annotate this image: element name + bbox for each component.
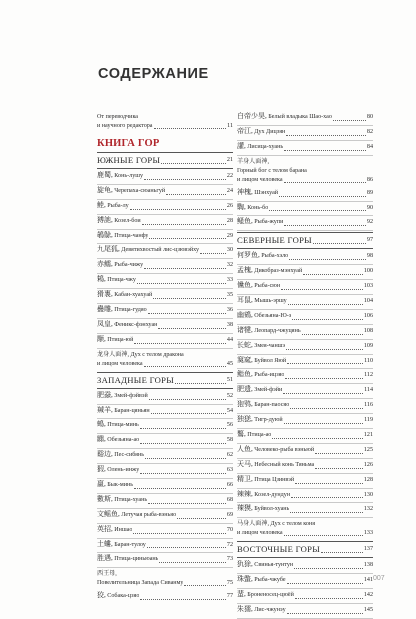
entry-page: 106 bbox=[363, 312, 373, 319]
entry-hanzi: 旋龟, bbox=[97, 185, 113, 194]
entry-page: 54 bbox=[226, 407, 233, 414]
entry-text: Шэнхуай bbox=[254, 189, 279, 196]
entry-text: 马身人面神, Дух с телом коня bbox=[237, 521, 315, 528]
entry-page: 119 bbox=[364, 417, 373, 424]
entry-hanzi: 耳鼠, bbox=[237, 296, 253, 304]
entry-page: 56 bbox=[226, 422, 233, 429]
toc-entry[interactable] bbox=[97, 494, 233, 509]
toc-entry[interactable] bbox=[97, 304, 233, 319]
entry-text: Белый владыка Шао-хао bbox=[268, 113, 332, 120]
entry-hanzi: 胜遇, bbox=[97, 554, 113, 563]
toc-entry-intro[interactable] bbox=[97, 111, 233, 133]
entry-page: 116 bbox=[364, 402, 373, 409]
entry-page: 28 bbox=[226, 217, 233, 224]
entry-hanzi: 神槐, bbox=[237, 187, 253, 196]
entry-text: Собака-цзяо bbox=[107, 593, 140, 600]
section-south[interactable] bbox=[97, 152, 233, 169]
entry-text: Козел-бои bbox=[114, 217, 141, 224]
entry-page: 52 bbox=[226, 392, 233, 399]
entry-hanzi: 土螻, bbox=[97, 539, 113, 548]
entry-page: 125 bbox=[363, 446, 373, 453]
entry-page: 26 bbox=[226, 202, 233, 209]
entry-hanzi: 何罗鱼, bbox=[237, 251, 260, 260]
entry-page: 66 bbox=[226, 482, 233, 489]
section-title: СЕВЕРНЫЕ ГОРЫ bbox=[237, 235, 312, 246]
entry-hanzi: 嬴, bbox=[97, 480, 106, 489]
entry-hanzi: 猼訑, bbox=[97, 215, 113, 224]
toc-entry[interactable] bbox=[237, 429, 373, 444]
entry-text: Дикобраз-мэнхуай bbox=[254, 268, 303, 275]
toc-entry[interactable] bbox=[97, 170, 233, 185]
entry-hanzi: 讙, bbox=[237, 141, 246, 150]
entry-text: 龙身人面神, Дух с телом дракона bbox=[97, 351, 184, 358]
entry-text: Рыба-сюн bbox=[254, 283, 281, 290]
entry-hanzi: 鸄, bbox=[237, 430, 246, 439]
entry-page: 103 bbox=[363, 283, 373, 290]
toc-entry-multi[interactable] bbox=[237, 518, 373, 540]
entry-hanzi: 鯥, bbox=[97, 200, 106, 209]
toc-entry[interactable] bbox=[97, 524, 233, 539]
entry-text: Змей-фэйи bbox=[254, 387, 283, 394]
entry-page: 29 bbox=[226, 232, 233, 239]
entry-page: 30 bbox=[226, 247, 233, 254]
entry-page: 100 bbox=[363, 268, 373, 275]
entry-hanzi: 鵸鵌, bbox=[97, 230, 113, 239]
entry-text: Рыба-чжубе bbox=[254, 577, 286, 584]
entry-page: 92 bbox=[366, 219, 373, 226]
entry-text: Конь-лушу bbox=[114, 172, 143, 179]
entry-hanzi: 长蛇, bbox=[237, 340, 253, 349]
section-page: 51 bbox=[226, 376, 233, 383]
entry-hanzi: 窫窳, bbox=[237, 355, 253, 364]
entry-text: и лицом человека bbox=[237, 530, 283, 537]
toc-entry[interactable] bbox=[237, 265, 373, 280]
entry-page: 24 bbox=[226, 187, 233, 194]
toc-entry[interactable] bbox=[237, 604, 373, 619]
toc-entry[interactable] bbox=[97, 200, 233, 215]
entry-hanzi: 谿边, bbox=[97, 450, 113, 459]
entry-hanzi: 鳋鱼, bbox=[237, 217, 253, 226]
entry-hanzi: 䍶獏, bbox=[237, 504, 253, 513]
section-east[interactable] bbox=[237, 541, 373, 558]
entry-page: 75 bbox=[226, 580, 233, 587]
entry-text: От переводчика bbox=[97, 114, 139, 120]
toc-entry[interactable] bbox=[237, 111, 373, 126]
entry-text: Козел-дундун bbox=[254, 491, 291, 498]
entry-hanzi: 颙, bbox=[97, 334, 106, 343]
entry-text: Небесный конь Тяньма bbox=[254, 461, 315, 468]
toc-entry[interactable] bbox=[237, 280, 373, 295]
toc-entry[interactable] bbox=[97, 590, 233, 604]
toc-entry[interactable] bbox=[97, 259, 233, 274]
section-page: 97 bbox=[366, 237, 373, 244]
entry-text: Феникс-фэнхуан bbox=[114, 321, 158, 328]
entry-page: 11 bbox=[227, 123, 233, 129]
entry-hanzi: 䳋, bbox=[97, 420, 106, 429]
entry-page: 35 bbox=[226, 292, 233, 299]
toc-entry[interactable] bbox=[97, 289, 233, 304]
section-west[interactable] bbox=[97, 372, 233, 389]
entry-hanzi: 帝江, bbox=[237, 126, 253, 135]
entry-page: 138 bbox=[363, 562, 373, 569]
toc-entry[interactable] bbox=[97, 509, 233, 524]
entry-page: 82 bbox=[366, 128, 373, 135]
entry-page: 62 bbox=[226, 452, 233, 459]
entry-page: 128 bbox=[363, 476, 373, 483]
toc-entry[interactable] bbox=[97, 405, 233, 420]
entry-text: Змея-чаншэ bbox=[254, 342, 286, 349]
entry-hanzi: 精卫, bbox=[237, 474, 253, 483]
entry-page: 80 bbox=[366, 113, 373, 120]
entry-page: 22 bbox=[226, 172, 233, 179]
toc-entry[interactable] bbox=[97, 479, 233, 494]
entry-hanzi: 辣辣, bbox=[237, 489, 253, 498]
toc-entry[interactable] bbox=[237, 340, 373, 355]
toc-entry[interactable] bbox=[97, 230, 233, 245]
toc-entry[interactable] bbox=[237, 355, 373, 370]
entry-text: Человеко-рыба вэньюй bbox=[254, 446, 315, 453]
entry-text: и лицом человека bbox=[97, 360, 143, 367]
entry-hanzi: 肥䗞, bbox=[97, 390, 113, 399]
book-title: КНИГА ГОР bbox=[97, 138, 160, 149]
entry-hanzi: 數斯, bbox=[97, 494, 113, 503]
entry-page: 77 bbox=[226, 593, 233, 600]
entry-text: Летучая рыба-вэньяо bbox=[121, 511, 177, 518]
entry-hanzi: 猳, bbox=[97, 465, 106, 474]
entry-page: 45 bbox=[226, 360, 233, 367]
entry-text: Баран-тулоу bbox=[114, 541, 146, 548]
entry-text: Рыба-жупи bbox=[254, 219, 284, 226]
entry-hanzi: 英招, bbox=[97, 524, 113, 533]
entry-hanzi: 朱獳, bbox=[237, 605, 253, 614]
entry-page: 68 bbox=[226, 496, 233, 503]
entry-text: Птица-юй bbox=[107, 336, 134, 343]
entry-page: 114 bbox=[364, 387, 373, 394]
entry-text: Иншао bbox=[114, 526, 133, 533]
toc-entry[interactable] bbox=[97, 185, 233, 200]
entry-page: 33 bbox=[226, 277, 233, 284]
toc-entry[interactable] bbox=[97, 334, 233, 349]
entry-text: Горный бог с телом барана bbox=[237, 167, 307, 174]
entry-text: Пес-сибянь bbox=[114, 452, 145, 459]
entry-page: 89 bbox=[366, 189, 373, 196]
entry-page: 104 bbox=[363, 298, 373, 304]
entry-page: 44 bbox=[226, 336, 233, 343]
toc-entry[interactable] bbox=[97, 215, 233, 230]
entry-hanzi: 犰狳, bbox=[237, 560, 253, 569]
entry-text: Птица-минь bbox=[107, 422, 139, 429]
entry-text: Буйвол Яюй bbox=[254, 357, 287, 364]
entry-hanzi: 独㺊, bbox=[237, 415, 253, 424]
entry-page: 69 bbox=[226, 511, 233, 518]
toc-entry[interactable] bbox=[237, 474, 373, 489]
toc-left-column bbox=[97, 111, 233, 604]
toc-entry[interactable] bbox=[97, 539, 233, 554]
toc-entry[interactable] bbox=[237, 589, 373, 604]
toc-entry[interactable] bbox=[237, 574, 373, 589]
entry-text: Олень-инжу bbox=[107, 467, 140, 474]
entry-page: 86 bbox=[366, 176, 373, 183]
entry-text: Птица-ао bbox=[247, 432, 272, 439]
toc-entry[interactable] bbox=[97, 244, 233, 259]
entry-hanzi: 凤皇, bbox=[97, 319, 113, 328]
entry-text: Птица-чанфу bbox=[114, 232, 149, 239]
entry-page: 98 bbox=[366, 253, 373, 260]
section-page: 137 bbox=[363, 546, 373, 553]
toc-right-column bbox=[237, 111, 373, 619]
toc-entry-multi[interactable] bbox=[97, 349, 233, 371]
entry-page: 36 bbox=[226, 307, 233, 313]
entry-page: 130 bbox=[363, 491, 373, 498]
section-title: ЗАПАДНЫЕ ГОРЫ bbox=[97, 374, 175, 385]
page-number: 007 bbox=[373, 575, 385, 582]
entry-text: Девятихвостый лис-цзювэйху bbox=[121, 247, 200, 254]
entry-text: Баран-паосяо bbox=[254, 402, 290, 409]
section-title: ЮЖНЫЕ ГОРЫ bbox=[97, 155, 161, 165]
toc-entry[interactable] bbox=[97, 319, 233, 334]
entry-text: и лицом человека bbox=[237, 176, 283, 183]
entry-hanzi: 蜚, bbox=[237, 590, 246, 599]
entry-hanzi: 狡, bbox=[97, 591, 106, 600]
entry-text: Баран-цяньян bbox=[114, 407, 150, 414]
toc-entry[interactable] bbox=[237, 141, 373, 156]
toc-entry[interactable] bbox=[237, 559, 373, 574]
entry-page: 132 bbox=[363, 506, 373, 513]
toc-entry[interactable] bbox=[237, 310, 373, 325]
toc-entry[interactable] bbox=[97, 274, 233, 289]
entry-text: Буйвол-хуань bbox=[254, 506, 290, 513]
entry-text: Рыба-чижу bbox=[114, 262, 144, 269]
entry-hanzi: 猾褢, bbox=[97, 290, 113, 299]
entry-hanzi: 诸犍, bbox=[237, 325, 253, 334]
entry-text: Змей-фэйвэй bbox=[114, 392, 148, 399]
entry-text: Лис-чжунэу bbox=[254, 607, 286, 614]
toc-entry[interactable] bbox=[237, 503, 373, 518]
entry-hanzi: 鴸, bbox=[97, 275, 106, 284]
toc-entry[interactable] bbox=[237, 489, 373, 504]
toc-entry[interactable] bbox=[97, 553, 233, 568]
entry-page: 126 bbox=[363, 461, 373, 468]
entry-page: 112 bbox=[364, 372, 373, 379]
entry-hanzi: 嚻, bbox=[97, 435, 106, 444]
entry-text: Тигр-дуюй bbox=[254, 417, 283, 424]
toc-entry[interactable] bbox=[237, 399, 373, 414]
toc-entry[interactable] bbox=[237, 187, 373, 202]
entry-hanzi: 文鳐鱼, bbox=[97, 509, 120, 518]
entry-text: Броненосец-цюёй bbox=[247, 592, 294, 599]
entries-a bbox=[237, 111, 373, 156]
entry-text: Бык-минь bbox=[107, 482, 134, 489]
toc-entry[interactable] bbox=[237, 444, 373, 459]
entry-text: Конь-бо bbox=[247, 204, 269, 211]
entry-text: Мышь-эршу bbox=[254, 298, 287, 304]
entry-text: Свинья-тунтун bbox=[254, 562, 294, 569]
entry-hanzi: 鮨鱼, bbox=[237, 370, 253, 379]
entry-hanzi: 肥遗, bbox=[237, 385, 253, 394]
section-title: ВОСТОЧНЫЕ ГОРЫ bbox=[237, 544, 321, 555]
toc-entry[interactable] bbox=[237, 459, 373, 474]
toc-entry[interactable] bbox=[237, 295, 373, 310]
entry-page: 73 bbox=[226, 556, 233, 563]
entry-text: Обезьяна-Ю-э bbox=[254, 312, 292, 319]
entry-page: 72 bbox=[226, 541, 233, 548]
entry-text: Кабан-хуахуай bbox=[114, 292, 153, 299]
entry-hanzi: 九尾狐, bbox=[97, 245, 120, 254]
entry-page: 142 bbox=[363, 592, 373, 599]
entry-hanzi: 鹿蜀, bbox=[97, 170, 113, 179]
entry-page: 133 bbox=[363, 530, 373, 537]
entry-page: 108 bbox=[363, 327, 373, 334]
toc-entry[interactable] bbox=[237, 250, 373, 265]
entry-hanzi: 幽鴳, bbox=[237, 310, 253, 319]
toc-entry[interactable] bbox=[237, 216, 373, 231]
entry-text: Леопард-чжуцянь bbox=[254, 327, 301, 334]
entry-page: 145 bbox=[363, 607, 373, 614]
entry-text: Птица Цзинвэй bbox=[254, 476, 295, 483]
toc-entry[interactable] bbox=[237, 384, 373, 399]
toc-entry[interactable] bbox=[237, 369, 373, 384]
entry-text: Дух Дицзян bbox=[254, 128, 286, 135]
entry-hanzi: 孟槐, bbox=[237, 266, 253, 275]
west-entries bbox=[97, 390, 233, 569]
entry-page: 63 bbox=[226, 467, 233, 474]
toc-entry[interactable] bbox=[237, 126, 373, 141]
entry-text: Повелительница Запада Сиванму bbox=[97, 580, 184, 587]
entry-page: 90 bbox=[366, 204, 373, 211]
entry-hanzi: 人鱼, bbox=[237, 444, 253, 453]
entry-text: Обезьяна-ао bbox=[107, 437, 140, 444]
toc-entry-multi[interactable] bbox=[97, 568, 233, 590]
entry-text: 西王母, bbox=[97, 571, 117, 578]
entry-text: и научного редактора bbox=[97, 123, 153, 129]
entry-hanzi: 赤鱬, bbox=[97, 260, 113, 269]
entries-b bbox=[237, 187, 373, 232]
section-north[interactable] bbox=[237, 232, 373, 249]
entry-page: 121 bbox=[363, 432, 373, 439]
toc-entry-multi[interactable] bbox=[237, 156, 373, 187]
entry-text: 羊身人面神, bbox=[237, 158, 269, 165]
entry-page: 58 bbox=[226, 437, 233, 444]
toc-entry[interactable] bbox=[97, 449, 233, 464]
entry-hanzi: 狍鸮, bbox=[237, 400, 253, 409]
east-entries bbox=[237, 559, 373, 619]
entry-text: Птица-циньюань bbox=[114, 556, 159, 563]
entry-text: Рыба-лу bbox=[107, 202, 129, 209]
entry-text: Рыба-хэло bbox=[261, 253, 289, 260]
toc-entry[interactable] bbox=[97, 390, 233, 405]
toc-entry[interactable] bbox=[97, 434, 233, 449]
entry-hanzi: 珠蟞, bbox=[237, 575, 253, 584]
entry-text: Рыба-ицзяо bbox=[254, 372, 285, 379]
entry-hanzi: 羬羊, bbox=[97, 405, 113, 414]
entry-text: Птица-гудяо bbox=[114, 307, 147, 313]
section-page: 21 bbox=[226, 157, 233, 163]
entry-hanzi: 蠱雕, bbox=[97, 305, 113, 313]
page-title: СОДЕРЖАНИЕ bbox=[98, 66, 209, 82]
entry-page: 110 bbox=[364, 357, 373, 364]
entry-page: 109 bbox=[363, 342, 373, 349]
toc-entry[interactable] bbox=[97, 464, 233, 479]
entry-hanzi: 天马, bbox=[237, 459, 253, 468]
entry-page: 141 bbox=[363, 577, 373, 584]
toc-entry[interactable] bbox=[237, 325, 373, 340]
south-entries bbox=[97, 170, 233, 349]
entry-page: 38 bbox=[226, 321, 233, 328]
entry-page: 84 bbox=[366, 143, 373, 150]
entry-page: 70 bbox=[226, 526, 233, 533]
entry-hanzi: 騊, bbox=[237, 202, 246, 211]
toc-entry[interactable] bbox=[97, 419, 233, 434]
north-entries bbox=[237, 250, 373, 518]
entry-text: Птица-чжу bbox=[107, 277, 136, 284]
entry-hanzi: 白帝少昊, bbox=[237, 111, 267, 120]
entry-text: Птица-хуань bbox=[114, 496, 148, 503]
entry-page: 32 bbox=[226, 262, 233, 269]
entry-text: Лисица-хуань bbox=[247, 143, 284, 150]
toc-entry[interactable] bbox=[237, 202, 373, 217]
toc-entry[interactable] bbox=[237, 414, 373, 429]
entry-hanzi: 儵鱼, bbox=[237, 281, 253, 290]
entry-text: Черепаха-сюаньгуй bbox=[114, 187, 166, 194]
